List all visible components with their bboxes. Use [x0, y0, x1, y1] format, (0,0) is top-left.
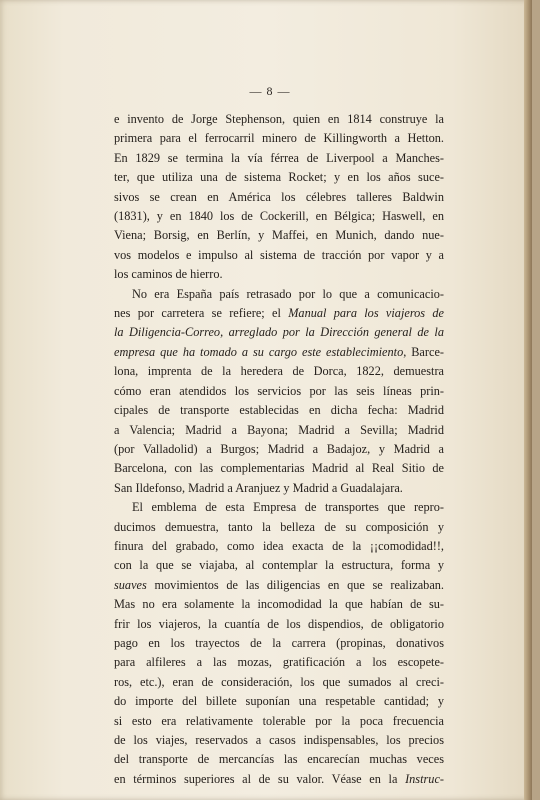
text-line: [114, 207, 444, 226]
text-segment: para alfileres a las mozas, gratificación a los escopete-: [114, 655, 444, 670]
text-line: [114, 188, 444, 207]
text-line: [114, 246, 444, 265]
text-line: [114, 149, 444, 168]
text-line: [114, 556, 444, 575]
text-line: [114, 226, 444, 245]
page-edge: [524, 0, 532, 800]
text-segment: lona, imprenta de la heredera de Dorca, 1822, demuestra: [114, 364, 444, 379]
text-segment: movimientos de las diligencias en que se realizaban.: [146, 577, 444, 592]
text-segment: No era España país retrasado por lo que a comunicacio-: [132, 286, 444, 301]
text-line: [114, 343, 444, 362]
text-line: [114, 421, 444, 440]
text-line: [114, 576, 444, 595]
text-line: [114, 731, 444, 750]
text-segment: pago en los trayectos de la carrera (propinas, donativos: [114, 635, 444, 650]
text-segment: e invento de Jorge Stephenson, quien en 1814 construye la: [114, 112, 444, 126]
text-line: [114, 595, 444, 614]
italic-text: suaves: [114, 577, 147, 592]
italic-text: Manual para los viajeros de: [288, 306, 444, 321]
text-line: [114, 692, 444, 711]
text-segment: Viena; Borsig, en Berlín, y Maffei, en Munich, dando nue-: [114, 228, 444, 243]
text-line: [114, 537, 444, 556]
text-segment: (1831), y en 1840 los de Cockerill, en Bélgica; Haswell, en: [114, 209, 444, 224]
text-segment: si esto era relativamente tolerable por la poca frecuencia: [114, 713, 444, 728]
text-line: [114, 615, 444, 634]
text-segment: con la que se viajaba, al contemplar la estructura, forma y: [114, 558, 444, 573]
text-segment: En 1829 se termina la vía férrea de Liverpool a Manches-: [114, 150, 444, 165]
text-line: [114, 440, 444, 459]
text-segment: cómo eran atendidos los servicios por las seis líneas prin-: [114, 383, 444, 398]
text-line: [114, 265, 444, 284]
text-line: [114, 285, 444, 304]
paragraph: [114, 110, 444, 285]
text-segment: sivos se crean en América los célebres talleres Baldwin: [114, 189, 444, 204]
text-segment: ros, etc.), eran de consideración, los que sumados al creci-: [114, 674, 444, 689]
text-line: [114, 634, 444, 653]
text-line: [114, 770, 444, 789]
paragraph: [114, 285, 444, 498]
italic-text: la Diligencia-Correo, arreglado por la Dirección general de la: [114, 325, 444, 340]
text-line: [114, 129, 444, 148]
text-line: [114, 362, 444, 381]
text-segment: nes por carretera se refiere; el: [114, 306, 289, 321]
text-segment: Mas no era solamente la incomodidad la que habían de su-: [114, 597, 444, 612]
text-segment: frir los viajeros, la cuantía de los dispendios, de obligatorio: [114, 616, 444, 631]
text-line: [114, 750, 444, 769]
italic-text: empresa que ha tomado a su cargo este establecimiento: [114, 344, 404, 359]
text-segment: a Valencia; Madrid a Bayona; Madrid a Sevilla; Madrid: [114, 422, 444, 437]
text-line: [114, 653, 444, 672]
text-segment: El emblema de esta Empresa de transportes que repro-: [132, 500, 444, 515]
text-line: [114, 110, 444, 129]
paragraph: [114, 498, 444, 789]
text-line: [114, 673, 444, 692]
text-segment: primera para el ferrocarril minero de Killingworth a Hetton.: [114, 131, 444, 146]
text-segment: en términos superiores al de su valor. Véase en la: [114, 771, 406, 786]
text-segment: Barcelona, con las complementarias Madrid al Real Sitio de: [114, 461, 444, 476]
text-line: [114, 712, 444, 731]
text-segment: , Barce-: [403, 344, 444, 359]
text-line: [114, 382, 444, 401]
text-line: [114, 518, 444, 537]
text-segment: (por Valladolid) a Burgos; Madrid a Badajoz, y Madrid a: [114, 441, 444, 456]
text-line: [114, 304, 444, 323]
text-line: [114, 401, 444, 420]
text-segment: ter, que utiliza una de sistema Rocket; y en los años suce-: [114, 170, 444, 185]
text-segment: San Ildefonso, Madrid a Aranjuez y Madrid a Guadalajara.: [114, 480, 403, 495]
text-line: [114, 479, 444, 498]
text-segment: vos modelos e impulso al sistema de tracción por vapor y a: [114, 247, 444, 262]
body-text: [114, 110, 444, 789]
text-segment: ducimos demuestra, tanto la belleza de su composición y: [114, 519, 444, 534]
italic-text: Instruc-: [405, 771, 444, 786]
text-segment: cipales de transporte establecidas en dicha fecha: Madrid: [114, 403, 444, 418]
text-line: [114, 323, 444, 342]
text-segment: do importe del billete suponían una respetable cantidad; y: [114, 694, 444, 709]
text-line: [114, 498, 444, 517]
page-number: — 8 —: [249, 84, 291, 98]
text-segment: del transporte de mercancías las encarecían muchas veces: [114, 752, 444, 767]
text-segment: finura del grabado, como idea exacta de la ¡¡comodidad!!,: [114, 538, 444, 553]
text-segment: los caminos de hierro.: [114, 267, 223, 282]
text-line: [114, 168, 444, 187]
text-line: [114, 459, 444, 478]
text-segment: de los viajes, reservados a casos indispensables, los precios: [114, 733, 444, 747]
